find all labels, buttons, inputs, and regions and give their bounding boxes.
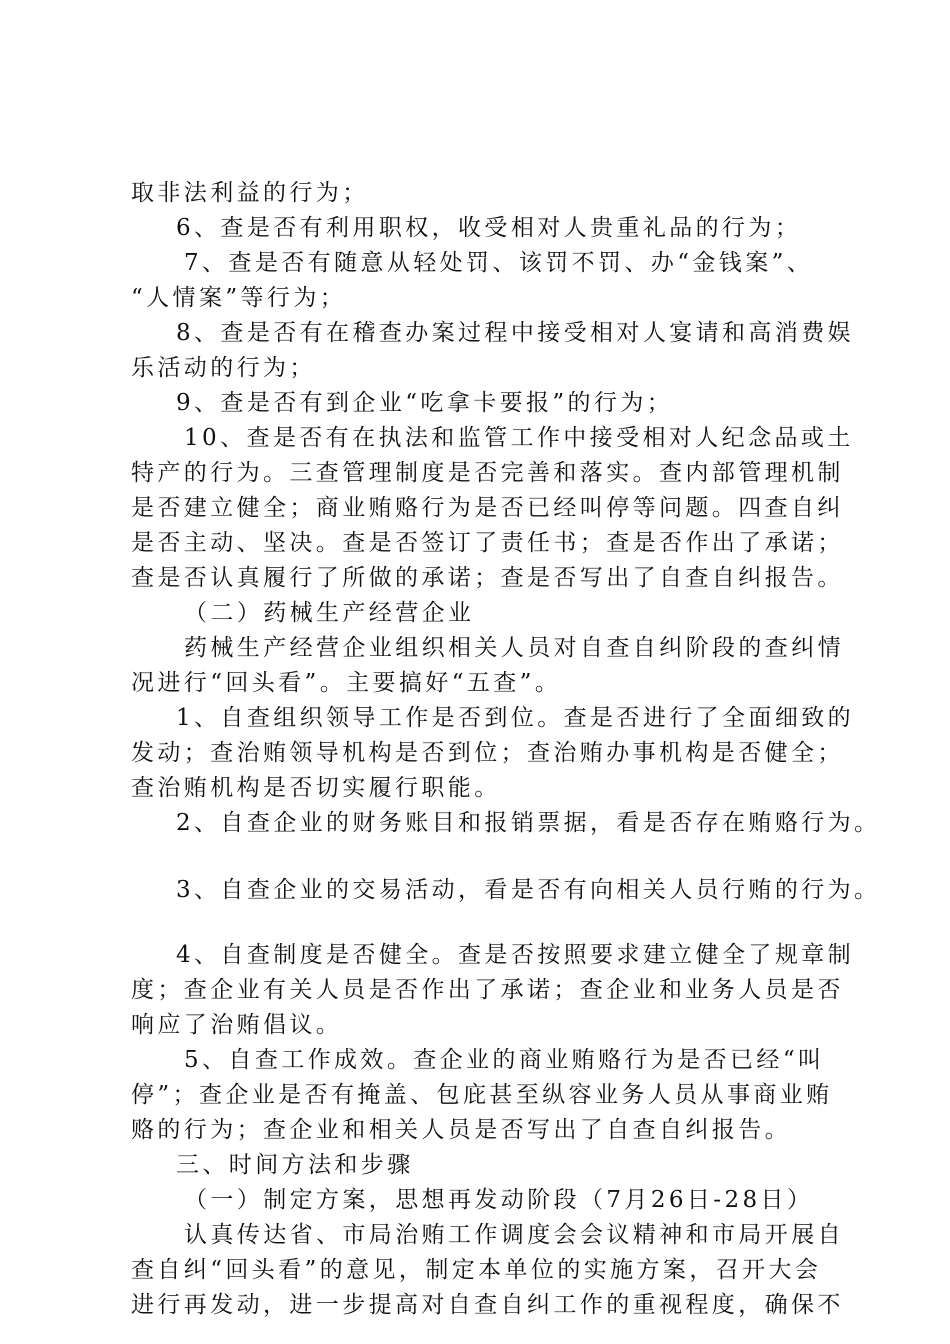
text-line: 2、自查企业的财务账目和报销票据，看是否存在贿赂行为。 xyxy=(176,810,881,836)
text-line: 5、自查工作成效。查企业的商业贿赂行为是否已经“叫 xyxy=(184,1047,825,1073)
section-heading: （一）制定方案，思想再发动阶段（7月26日-28日） xyxy=(184,1187,814,1213)
text-line: 发动；查治贿领导机构是否到位；查治贿办事机构是否健全； xyxy=(131,740,844,766)
text-line: 停”；查企业是否有掩盖、包庇甚至纵容业务人员从事商业贿 xyxy=(131,1082,833,1108)
text-line: 是否主动、坚决。查是否签订了责任书；查是否作出了承诺； xyxy=(131,530,844,556)
text-line: 10、查是否有在执法和监管工作中接受相对人纪念品或土 xyxy=(184,425,854,451)
text-line: 8、查是否有在稽查办案过程中接受相对人宴请和高消费娱 xyxy=(176,320,855,346)
text-line: 3、自查企业的交易活动，看是否有向相关人员行贿的行为。 xyxy=(176,877,881,903)
text-line: 药械生产经营企业组织相关人员对自查自纠阶段的查纠情 xyxy=(184,635,844,661)
section-heading: （二）药械生产经营企业 xyxy=(184,600,475,626)
text-line: 1、自查组织领导工作是否到位。查是否进行了全面细致的 xyxy=(176,705,855,731)
text-line: 4、自查制度是否健全。查是否按照要求建立健全了规章制 xyxy=(176,942,855,968)
text-line: 乐活动的行为； xyxy=(131,355,316,381)
text-line: 7、查是否有随意从轻处罚、该罚不罚、办“金钱案”、 xyxy=(184,250,814,276)
text-line: 认真传达省、市局治贿工作调度会会议精神和市局开展自 xyxy=(184,1222,844,1248)
text-line: “人情案”等行为； xyxy=(131,285,347,311)
text-line: 况进行“回头看”。主要搞好“五查”。 xyxy=(131,670,562,696)
text-line: 进行再发动，进一步提高对自查自纠工作的重视程度，确保不 xyxy=(131,1292,844,1318)
text-line: 响应了治贿倡议。 xyxy=(131,1012,343,1038)
text-line: 取非法利益的行为； xyxy=(131,180,369,206)
text-line: 查治贿机构是否切实履行职能。 xyxy=(131,775,501,801)
text-line: 9、查是否有到企业“吃拿卡要报”的行为； xyxy=(176,390,674,416)
text-line: 查是否认真履行了所做的承诺；查是否写出了自查自纠报告。 xyxy=(131,565,844,591)
text-line: 6、查是否有利用职权，收受相对人贵重礼品的行为； xyxy=(176,215,802,241)
text-line: 查自纠“回头看”的意见，制定本单位的实施方案，召开大会 xyxy=(131,1257,822,1283)
text-line: 度；查企业有关人员是否作出了承诺；查企业和业务人员是否 xyxy=(131,977,844,1003)
text-line: 是否建立健全；商业贿赂行为是否已经叫停等问题。四查自纠 xyxy=(131,495,844,521)
text-line: 赂的行为；查企业和相关人员是否写出了自查自纠报告。 xyxy=(131,1117,791,1143)
section-heading: 三、时间方法和步骤 xyxy=(176,1152,414,1178)
text-line: 特产的行为。三查管理制度是否完善和落实。查内部管理机制 xyxy=(131,460,844,486)
